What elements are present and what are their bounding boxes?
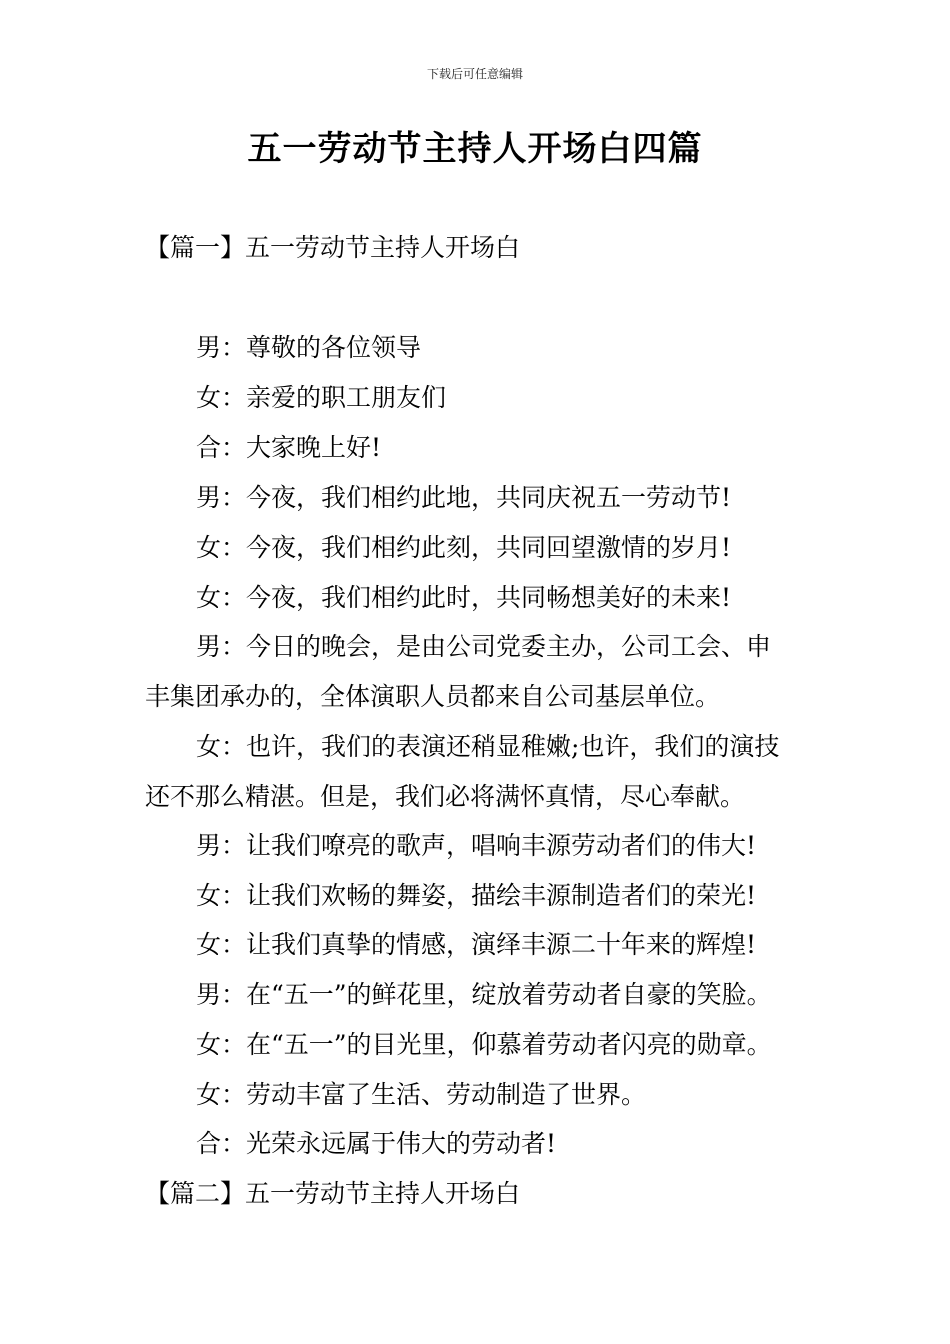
body-line: 还不那么精湛。但是，我们必将满怀真情，尽心奉献。	[145, 782, 746, 811]
body-line: 女：今夜，我们相约此刻，共同回望激情的岁月!	[196, 533, 732, 562]
body-line: 女：让我们真挚的情感，演绎丰源二十年来的辉煌!	[196, 930, 757, 959]
body-line: 合：光荣永远属于伟大的劳动者!	[196, 1129, 557, 1158]
section-heading-2: 【篇二】五一劳动节主持人开场白	[145, 1179, 521, 1208]
body-line: 男：让我们嘹亮的歌声，唱响丰源劳动者们的伟大!	[196, 831, 757, 860]
body-line: 女：劳动丰富了生活、劳动制造了世界。	[196, 1080, 647, 1109]
body-line: 合：大家晚上好!	[196, 433, 382, 462]
body-line: 女：让我们欢畅的舞姿，描绘丰源制造者们的荣光!	[196, 881, 757, 910]
body-line: 男：在“五一”的鲜花里，绽放着劳动者自豪的笑脸。	[196, 980, 772, 1009]
body-line: 男：尊敬的各位领导	[196, 333, 422, 362]
body-line: 女：也许，我们的表演还稍显稚嫩;也许，我们的演技	[196, 732, 780, 761]
section-heading-1: 【篇一】五一劳动节主持人开场白	[145, 233, 521, 262]
body-line: 女：在“五一”的目光里，仰慕着劳动者闪亮的勋章。	[196, 1030, 772, 1059]
body-line: 女：今夜，我们相约此时，共同畅想美好的未来!	[196, 583, 732, 612]
body-line: 男：今夜，我们相约此地，共同庆祝五一劳动节!	[196, 483, 732, 512]
page-header-note: 下载后可任意编辑	[426, 67, 523, 81]
page-title: 五一劳动节主持人开场白四篇	[247, 129, 703, 169]
body-line: 丰集团承办的，全体演职人员都来自公司基层单位。	[145, 682, 721, 711]
body-line: 男：今日的晚会，是由公司党委主办，公司工会、申	[196, 632, 772, 661]
body-line: 女：亲爱的职工朋友们	[196, 383, 447, 412]
